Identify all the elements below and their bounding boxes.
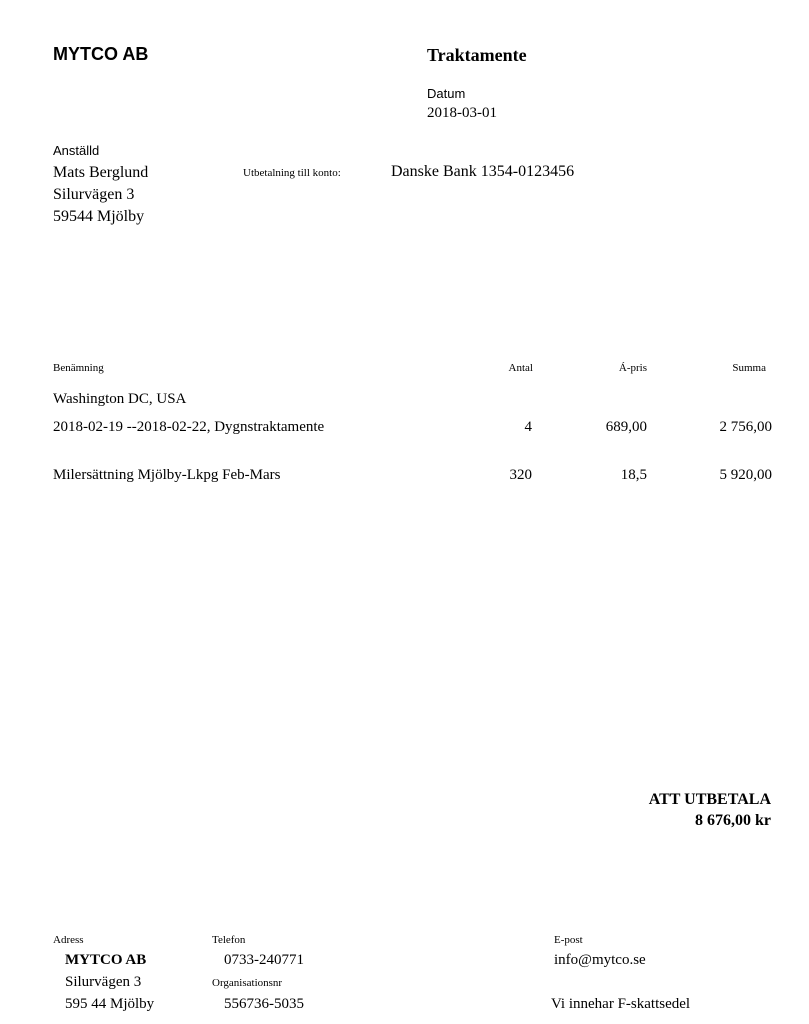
footer-phone: 0733-240771	[224, 952, 304, 968]
total-amount: 8 676,00 kr	[695, 812, 771, 829]
total-block	[649, 789, 771, 831]
employee-address	[53, 162, 148, 228]
row-quantity: 320	[509, 467, 532, 483]
row-sum: 2 756,00	[719, 419, 772, 435]
footer-org-number: 556736-5035	[224, 996, 304, 1012]
header-description: Benämning	[53, 362, 104, 374]
footer-address-label: Adress	[53, 934, 84, 946]
footer-email: info@mytco.se	[554, 952, 646, 968]
footer-tax-note: Vi innehar F-skattsedel	[551, 996, 691, 1012]
header-sum: Summa	[732, 362, 766, 374]
row-description: 2018-02-19 --2018-02-22, Dygnstraktamente	[53, 419, 325, 435]
row-description: Washington DC, USA	[53, 391, 187, 407]
company-name: MYTCO AB	[53, 44, 149, 64]
row-unit-price: 689,00	[605, 419, 647, 435]
row-sum: 5 920,00	[719, 467, 772, 483]
total-label: ATT UTBETALA	[648, 791, 771, 808]
employee-street: Silurvägen 3	[53, 186, 135, 203]
employee-label: Anställd	[53, 143, 100, 158]
footer-street: Silurvägen 3	[65, 974, 142, 990]
footer-email-label: E-post	[554, 934, 583, 946]
date-value: 2018-03-01	[427, 105, 497, 121]
footer-phone-label: Telefon	[212, 934, 246, 946]
employee-name: Mats Berglund	[53, 164, 149, 181]
payment-account: Danske Bank 1354-0123456	[391, 163, 575, 180]
header-unit-price: Á-pris	[618, 362, 647, 374]
header-quantity: Antal	[508, 362, 533, 374]
employee-city: 59544 Mjölby	[53, 208, 145, 225]
row-unit-price: 18,5	[620, 467, 647, 483]
footer-company: MYTCO AB	[65, 952, 147, 968]
document-title: Traktamente	[427, 45, 527, 65]
payment-label: Utbetalning till konto:	[243, 167, 341, 179]
date-label: Datum	[427, 86, 466, 101]
footer-org-label: Organisationsnr	[212, 977, 283, 989]
footer-city: 595 44 Mjölby	[65, 996, 155, 1012]
row-description: Milersättning Mjölby-Lkpg Feb-Mars	[53, 467, 281, 483]
row-quantity: 4	[524, 419, 532, 435]
